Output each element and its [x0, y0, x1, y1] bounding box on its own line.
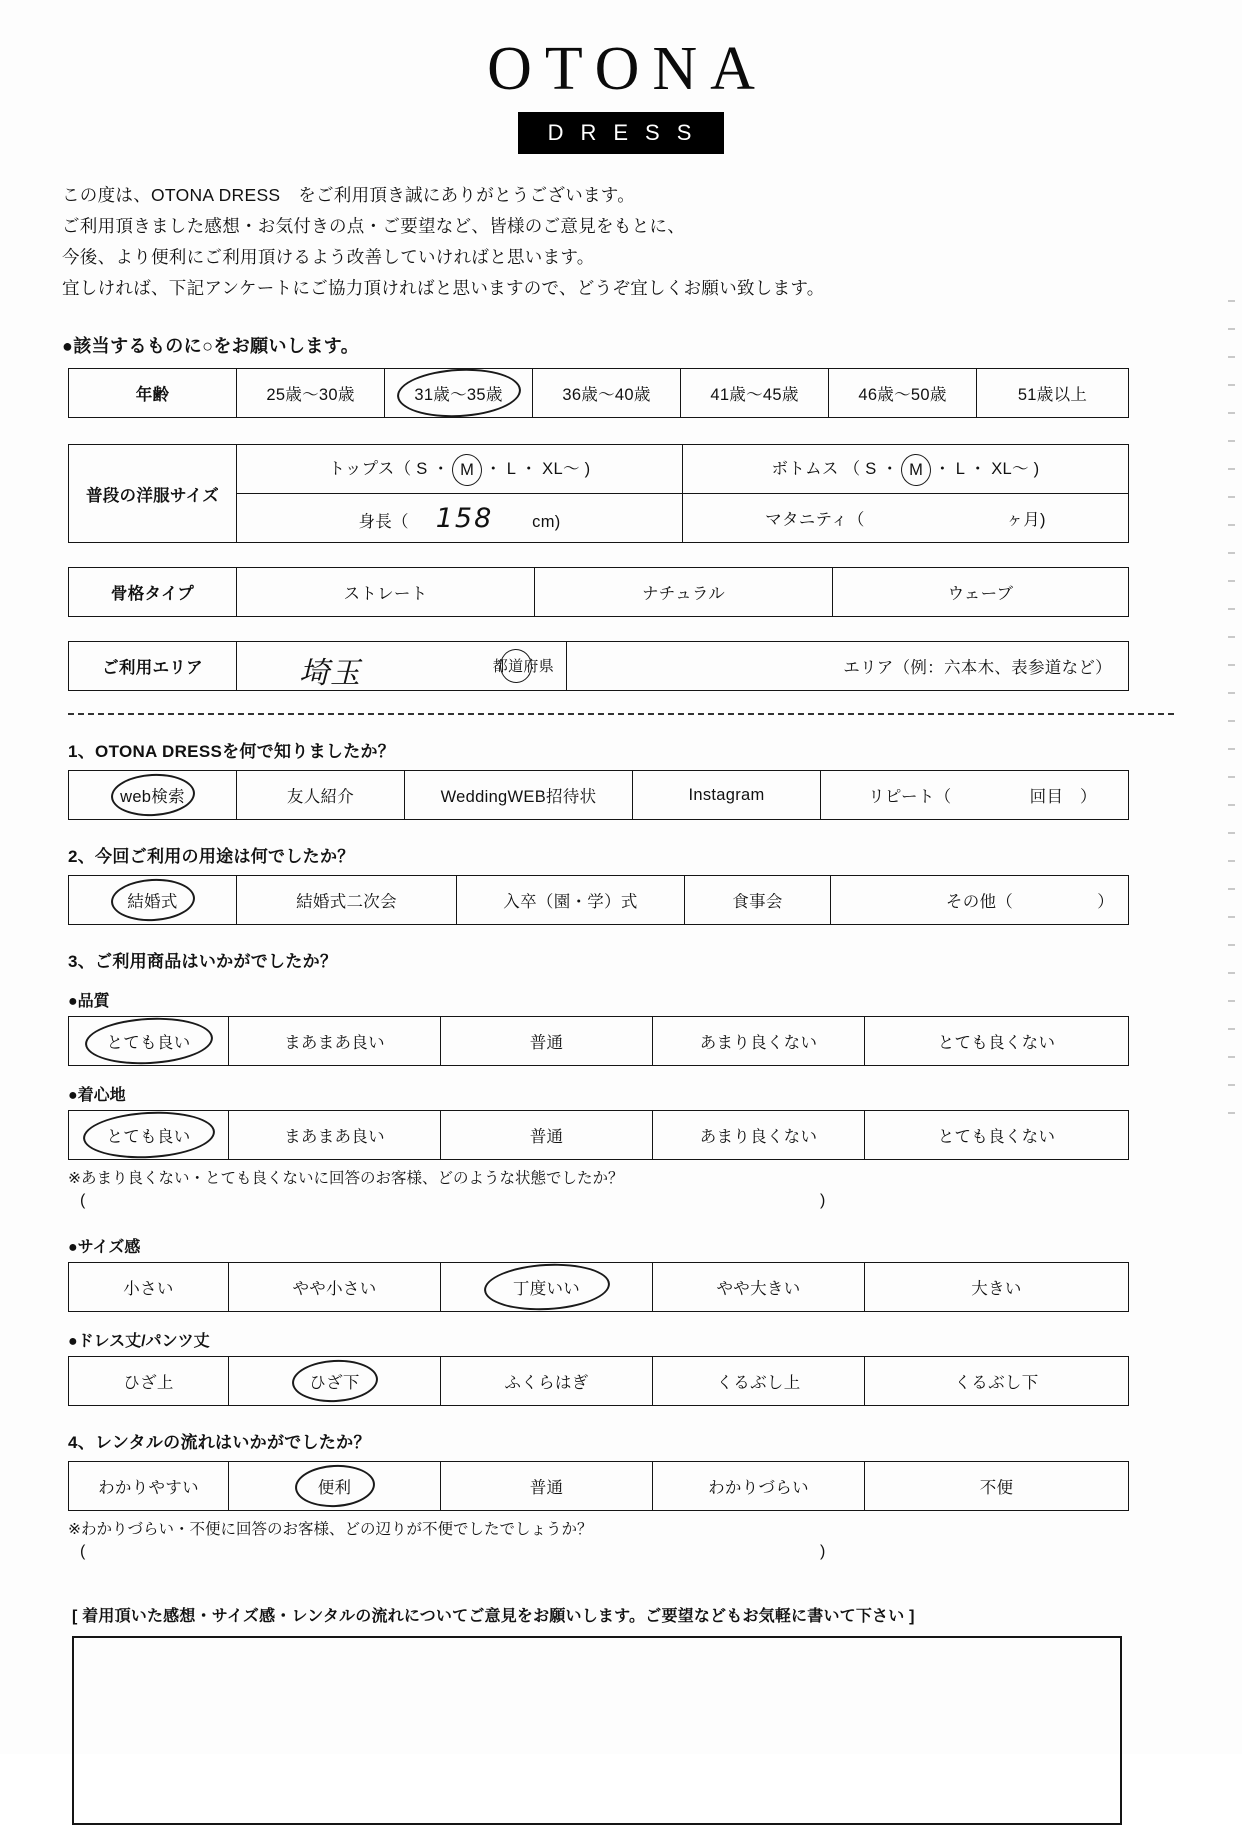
body-type-option-wave[interactable]	[833, 568, 1129, 617]
q3-length-table	[68, 1356, 1129, 1406]
table-row	[69, 369, 1129, 418]
q4-option-convenient[interactable]	[229, 1462, 441, 1511]
q3-quality-table	[68, 1016, 1129, 1066]
q1-option-instagram[interactable]	[633, 771, 821, 820]
q3-fit-option-slightly-small[interactable]	[229, 1263, 441, 1312]
clothing-size-label: 普段の洋服サイズ	[69, 445, 237, 543]
close-paren: )	[820, 1543, 826, 1560]
open-paren: (	[80, 1543, 86, 1560]
intro-line-1: この度は、OTONA DRESS をご利用頂き誠にありがとうございます。	[62, 185, 635, 205]
option-label: ストレート	[343, 585, 428, 603]
bottoms-suffix: ・ L ・ XL〜 )	[934, 460, 1040, 479]
option-label: ウェーブ	[947, 585, 1014, 603]
option-label: 普通	[529, 1128, 564, 1146]
age-option-36-40[interactable]	[533, 369, 681, 418]
q4-option-inconvenient[interactable]	[865, 1462, 1129, 1511]
q2-option-other[interactable]	[831, 876, 1129, 925]
table-row	[69, 568, 1129, 617]
option-label: とても良くない	[937, 1128, 1056, 1146]
option-label: くるぶし上	[716, 1374, 801, 1392]
option-label: 大きい	[971, 1280, 1022, 1298]
q3-quality-option-very-good[interactable]	[69, 1017, 229, 1066]
option-label: 普通	[529, 1034, 564, 1052]
maternity-cell[interactable]	[683, 494, 1129, 543]
q1-option-web-search[interactable]	[69, 771, 237, 820]
option-label: くるぶし下	[954, 1374, 1039, 1392]
q3-quality-option-very-bad[interactable]	[865, 1017, 1129, 1066]
q3-length-option-calf[interactable]	[441, 1357, 653, 1406]
intro-line-3: 今後、より便利にご利用頂けるよう改善していければと思います。	[62, 247, 595, 267]
q3-fit-table	[68, 1262, 1129, 1312]
table-row	[69, 771, 1129, 820]
height-cell[interactable]	[237, 494, 683, 543]
age-table	[68, 368, 1129, 418]
q2-other-close-paren: ）	[1097, 893, 1114, 911]
q3-quality-option-fairly-good[interactable]	[229, 1017, 441, 1066]
option-label: 丁度いい	[512, 1280, 581, 1298]
q3-length-option-above-ankle[interactable]	[653, 1357, 865, 1406]
option-label: とても良くない	[937, 1034, 1056, 1052]
q4-option-normal[interactable]	[441, 1462, 653, 1511]
table-row	[69, 1357, 1129, 1406]
divider-dashed	[68, 713, 1174, 715]
option-label: 便利	[317, 1479, 352, 1497]
table-row	[69, 1017, 1129, 1066]
comment-box[interactable]	[72, 1636, 1122, 1825]
option-label: やや大きい	[716, 1280, 801, 1298]
q4-note: ※わかりづらい・不便に回答のお客様、どの辺りが不便でしたでしょうか？	[68, 1521, 593, 1538]
option-label: 46歳〜50歳	[858, 386, 947, 404]
q4-table	[68, 1461, 1129, 1511]
option-label: 結婚式	[127, 893, 178, 911]
option-label: とても良い	[106, 1034, 191, 1052]
option-label: 結婚式二次会	[296, 893, 397, 911]
age-option-25-30[interactable]	[237, 369, 385, 418]
comment-heading: [ 着用頂いた感想・サイズ感・レンタルの流れについてご意見をお願いします。ご要望などもお気軽に書いて下さい ]	[72, 1608, 915, 1625]
intro-line-2: ご利用頂きました感想・お気付きの点・ご要望など、皆様のご意見をもとに、	[62, 216, 685, 236]
body-type-option-straight[interactable]	[237, 568, 535, 617]
maternity-prefix: マタニティ（	[765, 511, 865, 529]
option-label: ひざ上	[123, 1374, 174, 1392]
option-label: まあまあ良い	[284, 1034, 385, 1052]
option-label: やや小さい	[292, 1280, 377, 1298]
option-label: 友人紹介	[286, 788, 355, 806]
q1-table	[68, 770, 1129, 820]
q3-fit-option-just-right[interactable]	[441, 1263, 653, 1312]
option-label: ナチュラル	[641, 585, 725, 603]
q3-comfort-table	[68, 1110, 1129, 1160]
height-value: 158	[435, 502, 494, 534]
q4-heading: 4、レンタルの流れはいかがでしたか？	[68, 1433, 371, 1452]
area-table	[68, 641, 1129, 691]
prefecture-suffix: 都道府県	[492, 658, 554, 675]
area-hint: エリア（例：六本木、表参道など）	[843, 659, 1112, 677]
q3-comfort-option-fairly-good[interactable]	[229, 1111, 441, 1160]
q3-comfort-option-very-bad[interactable]	[865, 1111, 1129, 1160]
option-label: あまり良くない	[699, 1034, 818, 1052]
q3-length-option-below-ankle[interactable]	[865, 1357, 1129, 1406]
q3-fit-option-large[interactable]	[865, 1263, 1129, 1312]
option-label: 25歳〜30歳	[266, 386, 355, 404]
option-label: 小さい	[123, 1280, 174, 1298]
scan-edge-marks	[1228, 300, 1236, 1400]
option-label: あまり良くない	[699, 1128, 818, 1146]
age-option-46-50[interactable]	[829, 369, 977, 418]
q2-option-wedding[interactable]	[69, 876, 237, 925]
body-type-option-natural[interactable]	[535, 568, 833, 617]
q1-option-repeat[interactable]	[821, 771, 999, 820]
q3-fit-label: ●サイズ感	[68, 1239, 141, 1256]
tops-selected-size: M	[454, 457, 480, 483]
option-label: 食事会	[732, 893, 783, 911]
age-label: 年齢	[69, 369, 237, 418]
body-type-label: 骨格タイプ	[69, 568, 237, 617]
brand-name: OTONA	[487, 35, 768, 103]
q1-heading: 1、OTONA DRESSを何で知りましたか？	[68, 742, 396, 761]
q3-length-option-above-knee[interactable]	[69, 1357, 229, 1406]
brand-logo	[0, 0, 1242, 154]
q3-length-label: ●ドレス丈/パンツ丈	[68, 1333, 210, 1350]
q2-heading: 2、今回ご利用の用途は何でしたか？	[68, 847, 355, 866]
option-label: まあまあ良い	[284, 1128, 385, 1146]
q2-option-ceremony[interactable]	[457, 876, 685, 925]
bottoms-prefix: ボトムス （ S ・	[771, 460, 899, 479]
body-type-table	[68, 567, 1129, 617]
open-paren: (	[80, 1192, 86, 1209]
q1-option-weddingweb[interactable]	[405, 771, 633, 820]
q4-option-easy[interactable]	[69, 1462, 229, 1511]
q2-option-dinner[interactable]	[685, 876, 831, 925]
option-label: 普通	[529, 1479, 564, 1497]
option-label: わかりづらい	[708, 1479, 809, 1497]
option-label: 31歳〜35歳	[414, 386, 503, 404]
option-label: 41歳〜45歳	[710, 386, 799, 404]
option-label: Instagram	[688, 785, 765, 804]
table-row	[69, 1263, 1129, 1312]
prefecture-cell[interactable]	[237, 642, 567, 691]
intro-line-4: 宜しければ、下記アンケートにご協力頂ければと思いますので、どうぞ宜しくお願い致します。	[62, 278, 825, 298]
q1-option-repeat-count[interactable]	[999, 771, 1129, 820]
q3-quality-option-not-good[interactable]	[653, 1017, 865, 1066]
table-row	[69, 445, 1129, 494]
table-row	[69, 1111, 1129, 1160]
q4-option-confusing[interactable]	[653, 1462, 865, 1511]
tops-suffix: ・ L ・ XL〜 )	[485, 460, 591, 479]
prefecture-value: 埼玉	[299, 656, 361, 691]
q3-comfort-answer-line[interactable]	[80, 1192, 1242, 1218]
area-hint-cell[interactable]	[567, 642, 1129, 691]
option-label: web検索	[120, 788, 185, 806]
option-label: ひざ下	[309, 1374, 360, 1392]
q2-option-after-party[interactable]	[237, 876, 457, 925]
q3-comfort-option-not-good[interactable]	[653, 1111, 865, 1160]
q4-answer-line[interactable]	[80, 1543, 1242, 1569]
q3-fit-option-small[interactable]	[69, 1263, 229, 1312]
height-prefix: 身長（	[358, 512, 409, 531]
clothing-size-table	[68, 444, 1129, 543]
q3-quality-label: ●品質	[68, 993, 110, 1010]
option-label: その他（	[945, 893, 1014, 911]
age-option-31-35[interactable]	[385, 369, 533, 418]
option-label: わかりやすい	[98, 1479, 199, 1497]
table-row	[69, 1462, 1129, 1511]
brand-subname: DRESS	[518, 112, 725, 154]
close-paren: )	[820, 1192, 826, 1209]
q1-option-friend[interactable]	[237, 771, 405, 820]
maternity-unit: ヶ月)	[1006, 511, 1046, 529]
q2-table	[68, 875, 1129, 925]
q3-comfort-label: ●着心地	[68, 1087, 126, 1104]
option-label: WeddingWEB招待状	[440, 788, 597, 806]
q3-length-option-below-knee[interactable]	[229, 1357, 441, 1406]
instruction-text: ●該当するものに○をお願いします。	[62, 336, 360, 356]
height-unit: cm)	[532, 512, 561, 531]
table-row	[69, 876, 1129, 925]
option-label: 回目 ）	[1029, 788, 1097, 806]
intro-paragraph	[62, 180, 1242, 304]
age-option-41-45[interactable]	[681, 369, 829, 418]
bottoms-selected-size: M	[903, 457, 929, 483]
q3-comfort-note: ※あまり良くない・とても良くないに回答のお客様、どのような状態でしたか？	[68, 1170, 624, 1187]
option-label: リピート（	[868, 788, 952, 806]
table-row	[69, 642, 1129, 691]
option-label: ふくらはぎ	[504, 1374, 589, 1392]
area-label: ご利用エリア	[69, 642, 237, 691]
option-label: とても良い	[106, 1128, 191, 1146]
bottoms-size-cell[interactable]	[683, 445, 1129, 494]
age-option-51-plus[interactable]	[977, 369, 1129, 418]
option-label: 51歳以上	[1017, 386, 1088, 404]
option-label: 不便	[979, 1479, 1014, 1497]
q3-fit-option-slightly-large[interactable]	[653, 1263, 865, 1312]
q3-comfort-option-normal[interactable]	[441, 1111, 653, 1160]
tops-size-cell[interactable]	[237, 445, 683, 494]
option-label: 入卒（園・学）式	[503, 893, 638, 911]
q3-quality-option-normal[interactable]	[441, 1017, 653, 1066]
option-label: 36歳〜40歳	[562, 386, 651, 404]
q3-comfort-option-very-good[interactable]	[69, 1111, 229, 1160]
q3-heading: 3、ご利用商品はいかがでしたか？	[68, 952, 338, 971]
tops-prefix: トップス（ S ・	[328, 460, 450, 479]
